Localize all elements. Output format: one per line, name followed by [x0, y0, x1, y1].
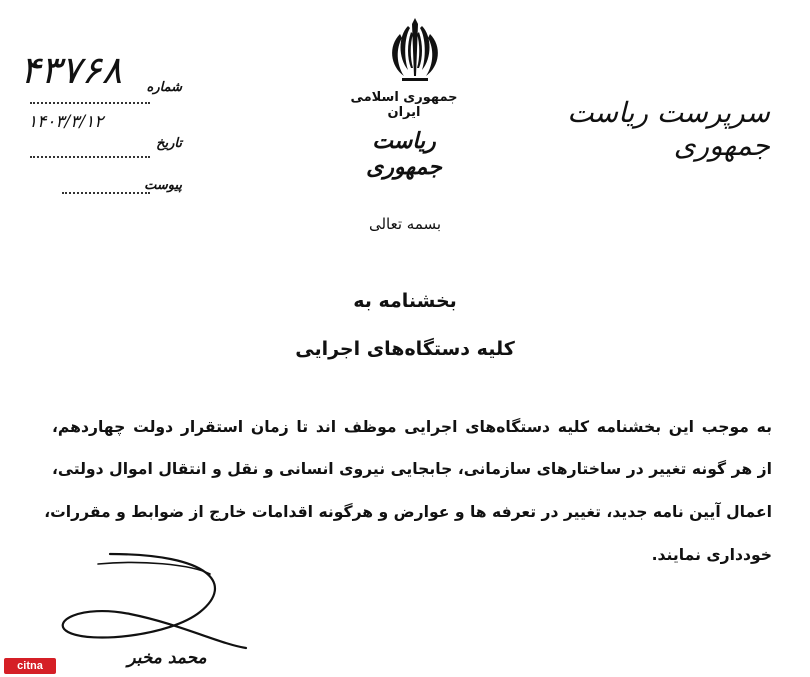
letter-date: ۱۴۰۳/۳/۱۲ [28, 112, 104, 132]
number-label: شماره [146, 80, 182, 95]
date-label: تاریخ [156, 136, 182, 151]
org-name-line1: جمهوری اسلامی ایران [350, 90, 458, 120]
body-line-3: اعمال آیین نامه جدید، تغییر در تعرفه ها و عوارض و هرگونه اقدامات خارج از ضوابط و مقررات، [44, 503, 772, 521]
org-name-line2: ریاست جمهوری [366, 128, 442, 180]
site-watermark-logo: citna [4, 658, 56, 674]
number-dotted-line [30, 102, 150, 104]
office-title: سرپرست ریاست جمهوری [567, 96, 770, 162]
circular-title: بخشنامه به [353, 290, 457, 312]
circular-recipients: کلیه دستگاه‌های اجرایی [295, 338, 515, 360]
signer-name: محمد مخبر [127, 648, 207, 668]
iran-emblem [386, 14, 444, 86]
bismillah: بسمه تعالی [368, 215, 442, 233]
date-dotted-line [30, 156, 150, 158]
body-line-2: از هر گونه تغییر در ساختارهای سازمانی، جابجایی نیروی انسانی و نقل و انتقال اموال دولتی، [52, 460, 772, 478]
body-line-1: به موجب این بخشنامه کلیه دستگاه‌های اجرایی موظف اند تا زمان استقرار دولت چهاردهم، [52, 418, 772, 436]
attachment-label: پیوست [144, 178, 182, 193]
letter-number: ۴۳۷۶۸ [20, 48, 123, 92]
attachment-dotted-line [62, 192, 150, 194]
body-line-4: خودداری نمایند. [651, 546, 772, 564]
handwritten-signature [50, 544, 250, 654]
